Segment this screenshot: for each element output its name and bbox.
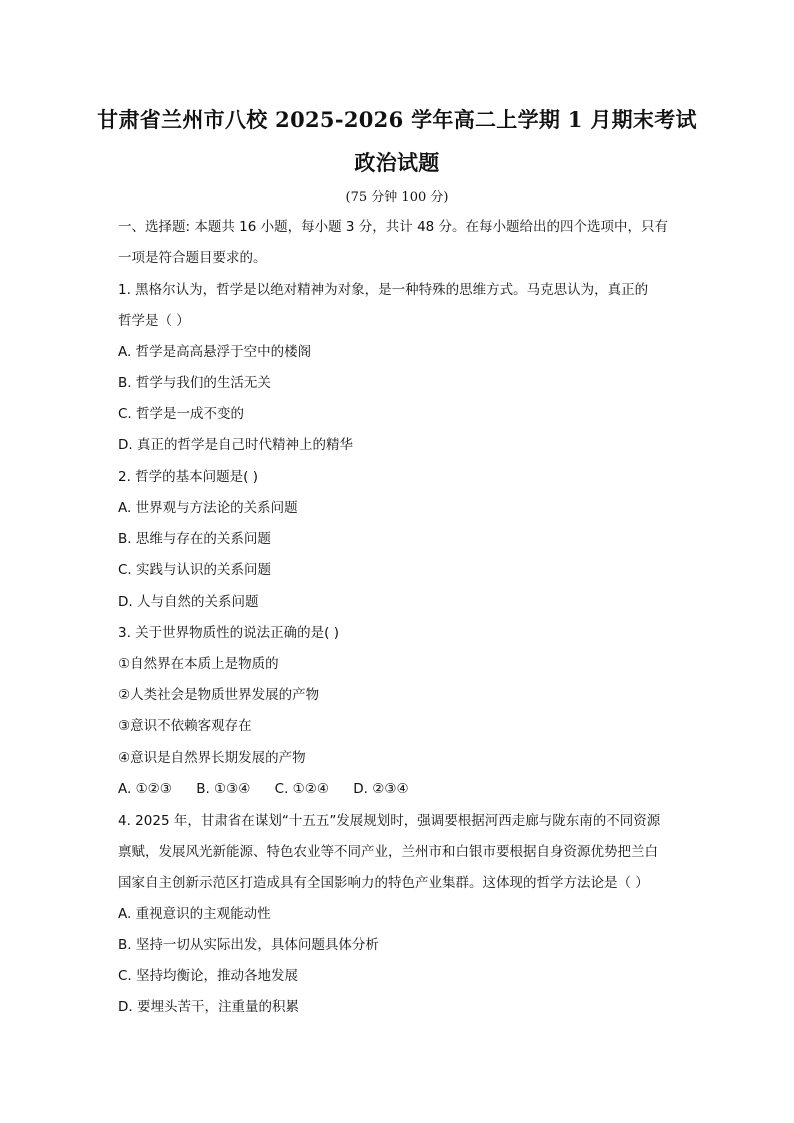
question-3-statement-2: ②人类社会是物质世界发展的产物 [118,687,320,703]
time-and-score: (75 分钟 100 分) [345,190,449,205]
exam-subject: 政治试题 [354,150,440,175]
question-4-option-a: A. 重视意识的主观能动性 [118,906,271,922]
question-4-option-d: D. 要埋头苦干，注重量的积累 [118,999,299,1015]
question-2-option-d: D. 人与自然的关系问题 [118,594,259,610]
question-1-option-d: D. 真正的哲学是自己时代精神上的精华 [118,437,353,453]
question-4-stem-line-2: 禀赋，发展风光新能源、特色农业等不同产业，兰州市和白银市要根据自身资源优势把兰白 [118,844,658,860]
exam-title: 甘肃省兰州市八校 2025-2026 学年高二上学期 1 月期末考试 [97,107,697,132]
section-heading-line-1: 一、选择题: 本题共 16 小题，每小题 3 分，共计 48 分。在每小题给出的四个选项中，只有 [118,219,669,235]
question-2-option-c: C. 实践与认识的关系问题 [118,562,272,578]
question-1-option-a: A. 哲学是高高悬浮于空中的楼阁 [118,344,312,360]
question-3-choice-c: C. ①②④ [274,781,329,797]
question-2-option-b: B. 思维与存在的关系问题 [118,531,271,547]
question-3-choice-b: B. ①③④ [196,781,251,797]
section-heading-line-2: 一项是符合题目要求的。 [118,250,267,266]
question-3-choices [118,780,429,798]
question-4-option-b: B. 坚持一切从实际出发，具体问题具体分析 [118,937,379,953]
question-2-stem: 2. 哲学的基本问题是( ) [118,469,258,485]
question-1-option-b: B. 哲学与我们的生活无关 [118,375,271,391]
question-1-stem: 1. 黑格尔认为，哲学是以绝对精神为对象，是一种特殊的思维方式。马克思认为，真正的 [118,282,649,298]
question-1-option-c: C. 哲学是一成不变的 [118,406,245,422]
question-3-statement-3: ③意识不依赖客观存在 [118,718,252,734]
question-3-choice-a: A. ①②③ [118,781,172,797]
question-3-choice-d: D. ②③④ [353,781,409,797]
question-3-stem: 3. 关于世界物质性的说法正确的是( ) [118,625,339,641]
question-4-option-c: C. 坚持均衡论，推动各地发展 [118,968,299,984]
question-2-option-a: A. 世界观与方法论的关系问题 [118,500,298,516]
question-4-stem-line-3: 国家自主创新示范区打造成具有全国影响力的特色产业集群。这体现的哲学方法论是（ ） [118,875,649,891]
question-3-statement-4: ④意识是自然界长期发展的产物 [118,750,306,766]
question-1-stem-cont: 哲学是（ ） [118,313,190,329]
question-4-stem-line-1: 4. 2025 年，甘肃省在谋划“十五五”发展规划时，强调要根据河西走廊与陇东南的不同资源 [118,813,661,829]
question-3-statement-1: ①自然界在本质上是物质的 [118,656,279,672]
